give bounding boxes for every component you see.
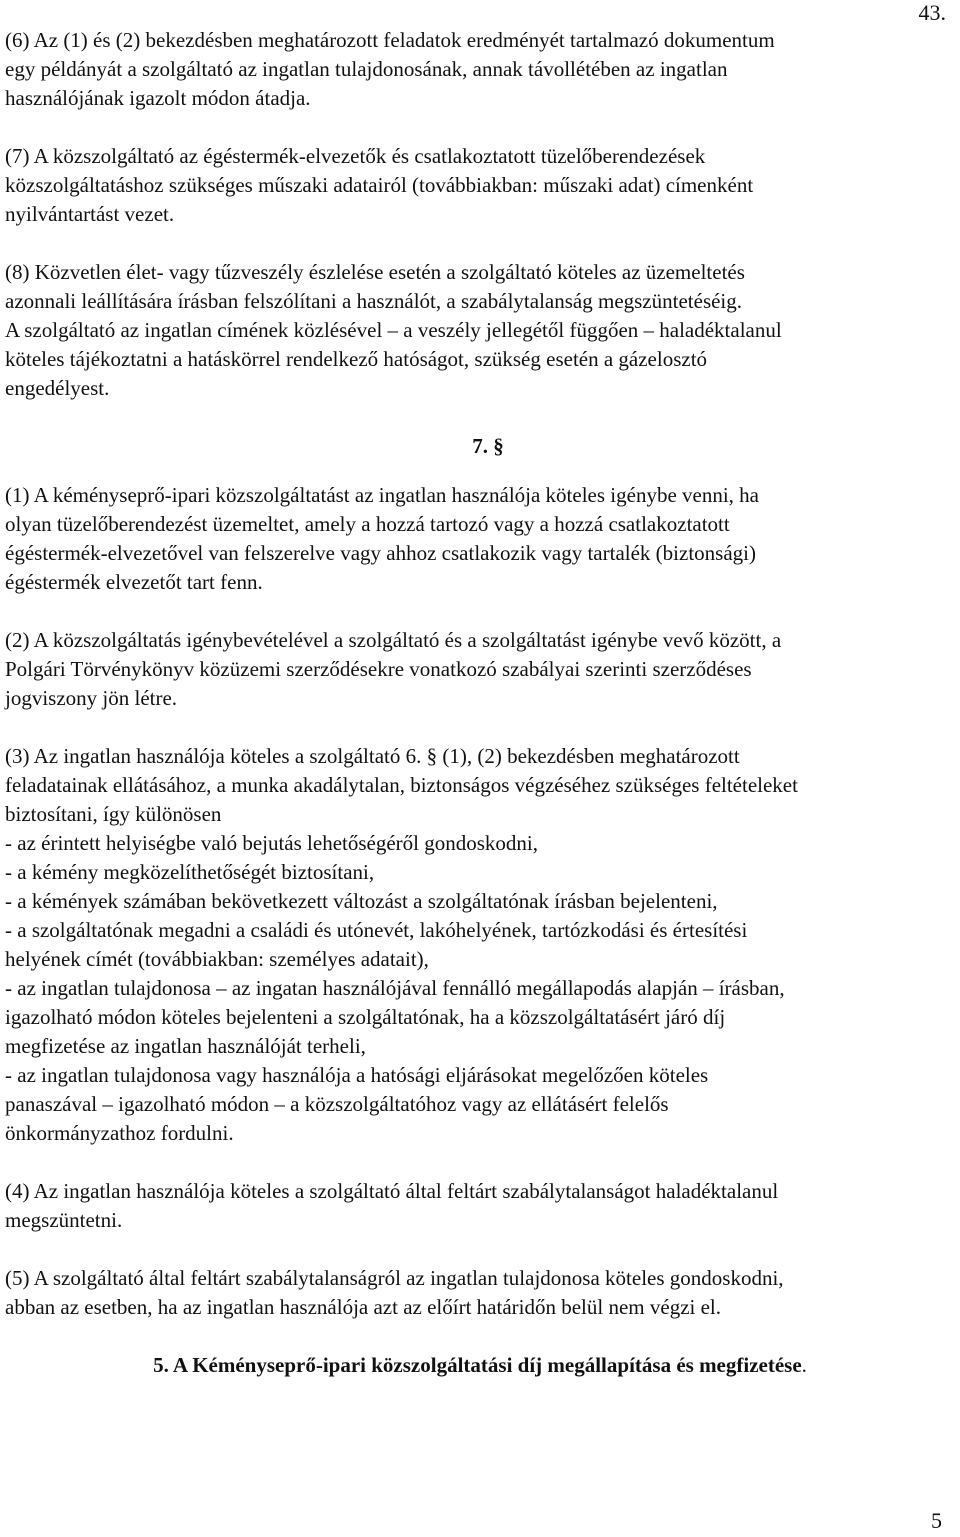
text-line: (7) A közszolgáltató az égéstermék-elvezetők és csatlakoztatott tüzelőberendezések: [5, 144, 706, 168]
text-line: használójának igazolt módon átadja.: [5, 86, 311, 110]
list-item-continuation: helyének címét (továbbiakban: személyes adatait),: [5, 947, 429, 971]
text-line: azonnali leállítására írásban felszólítani a használót, a szabálytalanság megszüntetéséig.: [5, 289, 743, 313]
chapter-heading-title: 5. A Kéményseprő-ipari közszolgáltatási díj megállapítása és megfizetése: [153, 1353, 802, 1377]
page-number-top: 43.: [918, 0, 946, 25]
list-item: - az ingatlan tulajdonosa – az ingatan használójával fennálló megállapodás alapján – írásban,: [5, 976, 785, 1000]
text-line: égéstermék-elvezetővel van felszerelve vagy ahhoz csatlakozik vagy tartalék (biztonsági): [5, 541, 756, 565]
section-7-paragraph-3: [5, 742, 955, 1148]
text-line: (1) A kéményseprő-ipari közszolgáltatást az ingatlan használója köteles igénybe venni, ha: [5, 483, 759, 507]
text-line: (4) Az ingatlan használója köteles a szolgáltató által feltárt szabálytalanságot haladéktalanul: [5, 1179, 779, 1203]
section-heading: 7. §: [472, 434, 504, 458]
paragraph-8: [5, 258, 955, 403]
text-line: jogviszony jön létre.: [5, 686, 178, 710]
text-line: nyilvántartást vezet.: [5, 202, 175, 226]
text-line: (2) A közszolgáltatás igénybevételével a szolgáltató és a szolgáltatást igénybe vevő között, a: [5, 628, 782, 652]
text-line: köteles tájékoztatni a hatáskörrel rendelkező hatóságot, szükség esetén a gázelosztó: [5, 347, 708, 371]
paragraph-6: [5, 26, 955, 113]
text-line: biztosítani, így különösen: [5, 802, 222, 826]
text-line: (6) Az (1) és (2) bekezdésben meghatározott feladatok eredményét tartalmazó dokumentum: [5, 28, 775, 52]
text-line: (3) Az ingatlan használója köteles a szolgáltató 6. § (1), (2) bekezdésben meghatározott: [5, 744, 740, 768]
text-line: közszolgáltatáshoz szükséges műszaki adatairól (továbbiakban: műszaki adat) címenként: [5, 173, 754, 197]
list-item-continuation: igazolható módon köteles bejelenteni a szolgáltatónak, ha a közszolgáltatásért járó díj: [5, 1005, 726, 1029]
text-line: (5) A szolgáltató által feltárt szabálytalanságról az ingatlan tulajdonosa köteles gondoskodni,: [5, 1266, 784, 1290]
list-item: - a kémény megközelíthetőségét biztosítani,: [5, 860, 375, 884]
text-line: abban az esetben, ha az ingatlan használója azt az előírt határidőn belül nem végzi el.: [5, 1295, 721, 1319]
text-line: égéstermék elvezetőt tart fenn.: [5, 570, 263, 594]
text-line: (8) Közvetlen élet- vagy tűzveszély észlelése esetén a szolgáltató köteles az üzemeltetés: [5, 260, 745, 284]
page-number-bottom: 5: [931, 1508, 942, 1533]
text-line: egy példányát a szolgáltató az ingatlan tulajdonosának, annak távollétében az ingatlan: [5, 57, 728, 81]
chapter-heading-period: .: [801, 1353, 807, 1377]
section-7-paragraph-1: [5, 481, 955, 597]
paragraph-7: [5, 142, 955, 229]
text-line: A szolgáltató az ingatlan címének közlésével – a veszély jellegétől függően – haladéktalanul: [5, 318, 782, 342]
list-item: - a kémények számában bekövetkezett változást a szolgáltatónak írásban bejelenteni,: [5, 889, 718, 913]
section-7-paragraph-4: [5, 1177, 955, 1235]
text-line: olyan tüzelőberendezést üzemeltet, amely a hozzá tartozó vagy a hozzá csatlakoztatott: [5, 512, 730, 536]
list-item: - a szolgáltatónak megadni a családi és utónevét, lakóhelyének, tartózkodási és értesítési: [5, 918, 748, 942]
section-7-paragraph-2: [5, 626, 955, 713]
list-item: - az ingatlan tulajdonosa vagy használója a hatósági eljárásokat megelőzően köteles: [5, 1063, 709, 1087]
list-item: - az érintett helyiségbe való bejutás lehetőségéről gondoskodni,: [5, 831, 539, 855]
text-line: feladatainak ellátásához, a munka akadálytalan, biztonságos végzéséhez szükséges feltételeket: [5, 773, 798, 797]
list-item-continuation: önkormányzathoz fordulni.: [5, 1121, 234, 1145]
section-7-paragraph-5: [5, 1264, 955, 1322]
list-item-continuation: panaszával – igazolható módon – a közszolgáltatóhoz vagy az ellátásért felelős: [5, 1092, 669, 1116]
document-body: [5, 26, 955, 1380]
list-item-continuation: megfizetése az ingatlan használóját terheli,: [5, 1034, 366, 1058]
text-line: Polgári Törvénykönyv közüzemi szerződésekre vonatkozó szabályai szerinti szerződéses: [5, 657, 752, 681]
text-line: engedélyest.: [5, 376, 110, 400]
chapter-heading: [5, 1351, 955, 1380]
text-line: megszüntetni.: [5, 1208, 123, 1232]
